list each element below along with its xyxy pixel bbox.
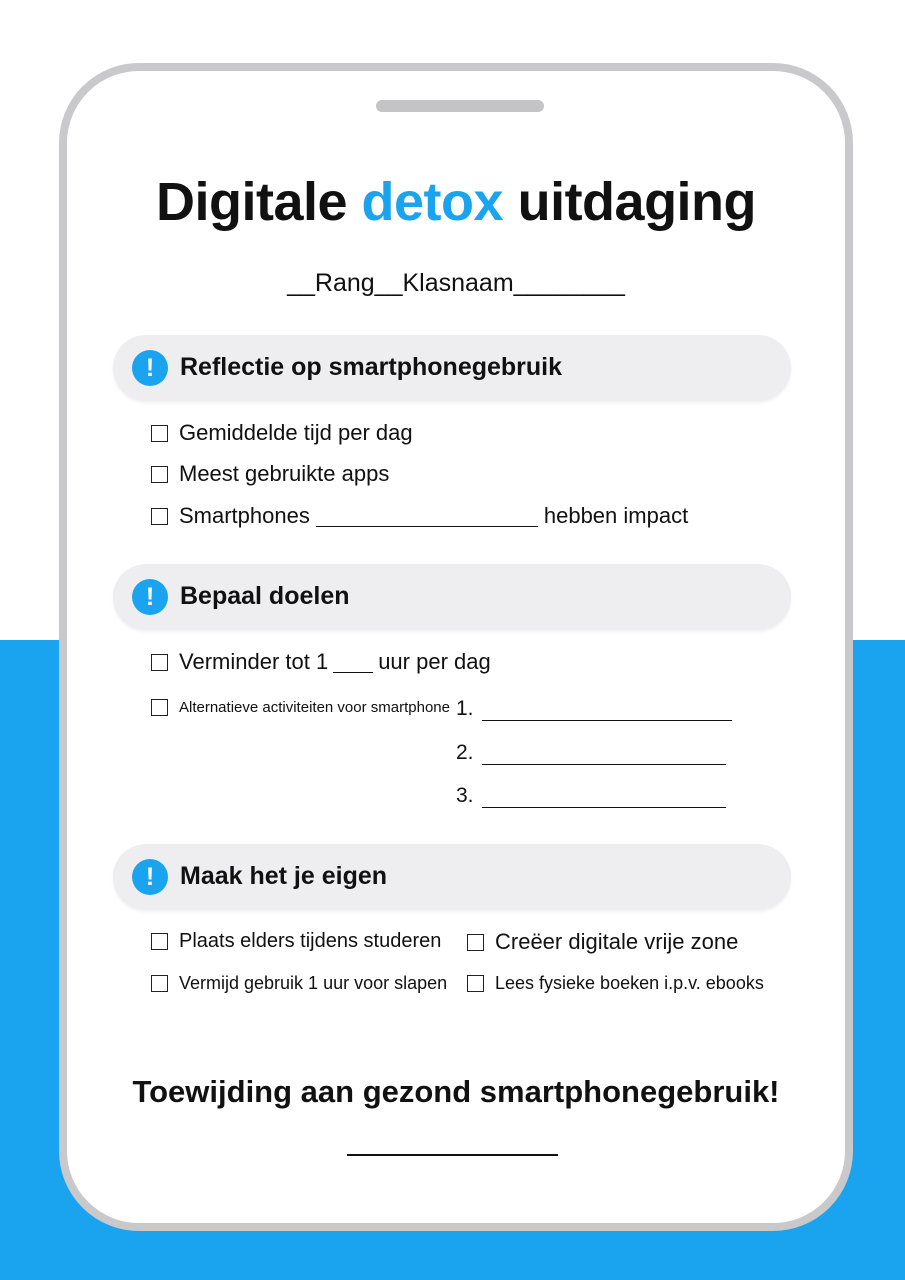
section-title: Bepaal doelen xyxy=(180,582,350,610)
numbered-line[interactable] xyxy=(456,697,732,721)
checklist-item[interactable] xyxy=(151,930,441,953)
fill-in-line[interactable] xyxy=(482,744,726,765)
exclamation-icon: ! xyxy=(132,859,168,895)
title-part-1: Digitale xyxy=(155,172,348,232)
rank-class-name-field[interactable]: __Rang__Klasnaam________ xyxy=(287,269,625,297)
checklist-item[interactable] xyxy=(151,973,447,994)
section-title: Reflectie op smartphonegebruik xyxy=(180,353,563,381)
section-title: Maak het je eigen xyxy=(180,862,388,890)
checkbox[interactable] xyxy=(151,975,168,992)
item-label: Meest gebruikte apps xyxy=(179,461,390,486)
item-label: Alternatieve activiteiten voor smartphone xyxy=(179,699,450,716)
signature-line[interactable] xyxy=(347,1154,558,1156)
phone-frame xyxy=(59,63,853,1231)
checkbox[interactable] xyxy=(467,934,484,951)
item-label: uur per dag xyxy=(378,649,491,674)
checkbox[interactable] xyxy=(151,699,168,716)
item-label: Smartphones xyxy=(179,503,310,528)
line-number: 3. xyxy=(456,784,474,807)
item-label: Gemiddelde tijd per dag xyxy=(179,420,413,445)
title-accent: detox xyxy=(361,172,504,232)
section-header-goals xyxy=(113,564,791,630)
checkbox[interactable] xyxy=(151,933,168,950)
item-label: Lees fysieke boeken i.p.v. ebooks xyxy=(495,973,764,993)
checklist-item[interactable] xyxy=(151,503,688,529)
item-label: Vermijd gebruik 1 uur voor slapen xyxy=(179,973,448,993)
exclamation-icon: ! xyxy=(132,579,168,615)
item-label: Verminder tot 1 xyxy=(179,649,329,674)
checkbox[interactable] xyxy=(151,466,168,483)
item-label: Plaats elders tijdens studeren xyxy=(179,930,442,952)
page-title xyxy=(67,171,845,233)
section-header-reflection xyxy=(113,335,791,401)
fill-in-line[interactable] xyxy=(482,700,732,721)
item-label: hebben impact xyxy=(543,503,689,528)
checklist-item[interactable] xyxy=(467,929,738,955)
checklist-item[interactable] xyxy=(467,973,764,994)
fill-in-line[interactable] xyxy=(482,787,726,808)
checkbox[interactable] xyxy=(151,508,168,525)
checklist-item[interactable] xyxy=(151,699,450,716)
line-number: 2. xyxy=(456,741,474,764)
checkbox[interactable] xyxy=(151,425,168,442)
numbered-line[interactable] xyxy=(456,784,726,808)
item-label: Creëer digitale vrije zone xyxy=(495,929,739,954)
exclamation-icon: ! xyxy=(132,350,168,386)
numbered-line[interactable] xyxy=(456,741,726,765)
phone-notch xyxy=(376,100,544,112)
title-part-2: uitdaging xyxy=(517,172,757,232)
checklist-item[interactable] xyxy=(151,649,491,675)
checklist-item[interactable] xyxy=(151,420,413,446)
checkbox[interactable] xyxy=(151,654,168,671)
section-header-make-it-yours xyxy=(113,844,791,910)
checkbox[interactable] xyxy=(467,975,484,992)
line-number: 1. xyxy=(456,697,474,720)
fill-in-line[interactable] xyxy=(333,652,373,673)
commitment-heading: Toewijding aan gezond smartphonegebruik! xyxy=(132,1074,780,1109)
checklist-item[interactable] xyxy=(151,461,389,487)
fill-in-line[interactable] xyxy=(316,506,538,527)
